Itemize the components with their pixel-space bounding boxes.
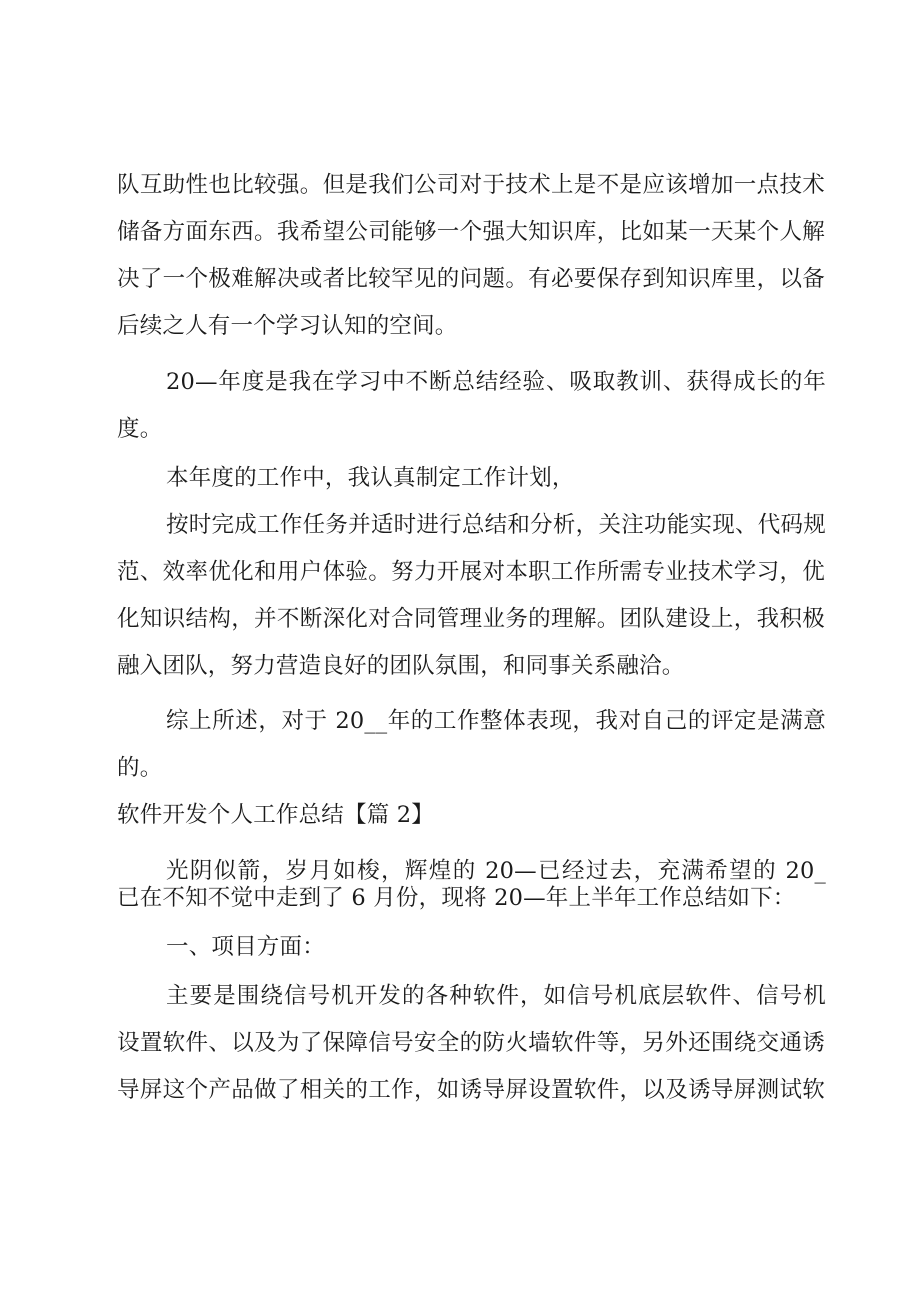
text-line: 储备方面东西。我希望公司能够一个强大知识库，比如某一天某个人解: [117, 219, 825, 245]
text-line: 度。: [117, 416, 163, 442]
text-line: 综上所述，对于 20__年的工作整体表现，我对自己的评定是满意: [166, 708, 826, 734]
text-line: 队互助性也比较强。但是我们公司对于技术上是不是应该增加一点技术: [117, 172, 825, 198]
text-line: 后续之人有一个学习认知的空间。: [117, 313, 458, 339]
text-line: 化知识结构，并不断深化对合同管理业务的理解。团队建设上，我积极: [117, 606, 825, 632]
section-heading: 软件开发个人工作总结【篇 2】: [117, 802, 434, 828]
text-line: 设置软件、以及为了保障信号安全的防火墙软件等，另外还围绕交通诱: [117, 1030, 825, 1056]
text-line: 融入团队，努力营造良好的团队氛围，和同事关系融洽。: [117, 653, 685, 679]
text-line: 导屏这个产品做了相关的工作，如诱导屏设置软件，以及诱导屏测试软: [117, 1077, 825, 1103]
text-line: 范、效率优化和用户体验。努力开展对本职工作所需专业技术学习，优: [117, 559, 825, 585]
text-line: 一、项目方面：: [166, 934, 325, 960]
text-line: 已在不知不觉中走到了 6 月份，现将 20—年上半年工作总结如下：: [117, 885, 796, 911]
text-line: 主要是围绕信号机开发的各种软件，如信号机底层软件、信号机: [166, 983, 826, 1009]
text-line: 光阴似箭，岁月如梭，辉煌的 20—已经过去，充满希望的 20_: [166, 858, 826, 884]
text-line: 决了一个极难解决或者比较罕见的问题。有必要保存到知识库里，以备: [117, 266, 825, 292]
text-line: 本年度的工作中，我认真制定工作计划，: [166, 465, 575, 491]
text-line: 的。: [117, 755, 163, 781]
text-line: 按时完成工作任务并适时进行总结和分析，关注功能实现、代码规: [166, 512, 826, 538]
text-line: 20—年度是我在学习中不断总结经验、吸取教训、获得成长的年: [166, 369, 826, 395]
